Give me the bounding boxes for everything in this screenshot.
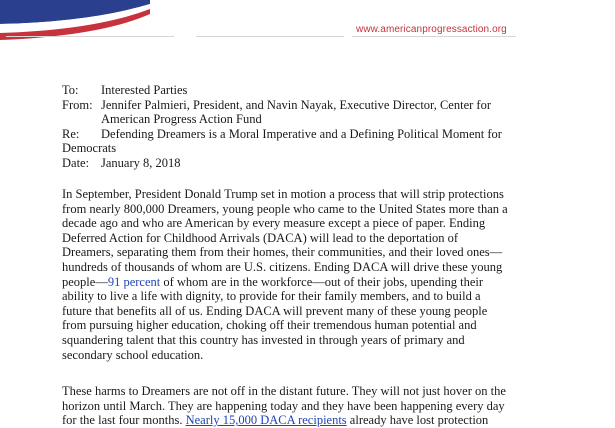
website-url[interactable]: www.americanprogressaction.org xyxy=(356,24,507,35)
header-divider xyxy=(352,36,516,37)
paragraph-line: from nearly 800,000 Dreamers, young people who came to the United States more than a xyxy=(62,201,508,216)
paragraph-line: These harms to Dreamers are not off in the distant future. They will not just hover on the xyxy=(62,384,506,398)
paragraph-text: already have lost protection xyxy=(346,413,489,428)
paragraph-line: squandering talent that this country has invested in through years of primary and xyxy=(62,332,465,347)
memo-from-value-cont: American Progress Action Fund xyxy=(101,112,262,127)
header-divider xyxy=(6,36,174,37)
memo-date-value: January 8, 2018 xyxy=(101,155,181,170)
memo-date-label: Date: xyxy=(62,155,90,170)
memo-from-label: From: xyxy=(62,97,93,112)
paragraph-line: hundreds of thousands of whom are U.S. citizens. Ending DACA will drive these young xyxy=(62,259,503,274)
paragraph-line: secondary school education. xyxy=(62,347,204,362)
paragraph-line: from pursuing higher education, choking off their tremendous human potential and xyxy=(62,318,477,333)
paragraph-line: In September, President Donald Trump set in motion a process that will strip protections xyxy=(62,187,504,201)
memo-re-value: Defending Dreamers is a Moral Imperative and a Defining Political Moment for xyxy=(101,126,502,141)
paragraph-line: decade ago and who are American by every measure except a piece of paper. Ending xyxy=(62,216,486,231)
memo-re-label: Re: xyxy=(62,126,80,141)
body-paragraph-2 xyxy=(62,384,506,428)
memo-from-value: Jennifer Palmieri, President, and Navin Nayak, Executive Director, Center for xyxy=(101,97,491,112)
memo-from-row xyxy=(62,98,502,113)
paragraph-line: Deferred Action for Childhood Arrivals (DACA) will lead to the deportation of xyxy=(62,230,459,245)
memo-re-value-cont: Democrats xyxy=(62,141,117,156)
memo-to-label: To: xyxy=(62,83,79,97)
cap-action-logo-icon xyxy=(0,0,150,40)
header-divider xyxy=(196,36,344,37)
paragraph-line: ability to live a life with dignity, to provide for their family members, and to build a xyxy=(62,289,481,304)
memo-to-value: Interested Parties xyxy=(101,83,188,97)
paragraph-text: of whom are in the workforce—out of their jobs, upending their xyxy=(160,274,484,289)
paragraph-line: future that benefits all of us. Ending DACA will prevent many of these young people xyxy=(62,303,488,318)
paragraph-text: for the last four months. xyxy=(62,413,186,428)
memo-header xyxy=(62,83,502,171)
paragraph-line xyxy=(62,275,508,290)
paragraph-line: horizon until March. They are happening today and they have been happening every day xyxy=(62,398,505,413)
memo-re-row xyxy=(62,127,502,142)
percent-workforce-link[interactable]: 91 percent xyxy=(107,274,161,289)
paragraph-line: Dreamers, separating them from their homes, their communities, and their loved ones— xyxy=(62,245,503,260)
memo-to-row xyxy=(62,83,502,98)
body-paragraph-1 xyxy=(62,187,508,362)
paragraph-text: people— xyxy=(62,274,108,289)
daca-recipients-link[interactable]: Nearly 15,000 DACA recipients xyxy=(185,413,347,428)
memo-date-row xyxy=(62,156,502,171)
